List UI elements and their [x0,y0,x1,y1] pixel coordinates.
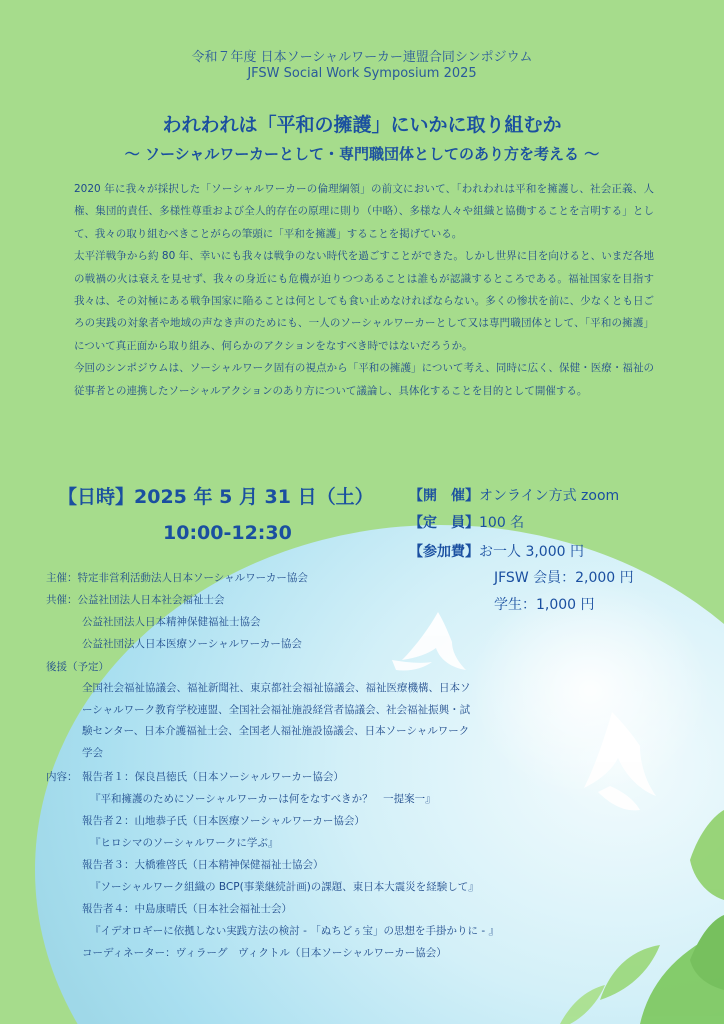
reporter-3: 報告者３：大橋雅啓氏（日本精神保健福祉士協会） [82,859,324,871]
host-org: 主催：特定非営利活動法人日本ソーシャルワーカー協会 [46,572,308,584]
fee-label: 【参加費】 [409,544,479,560]
reporter-4: 報告者４：中島康晴氏（日本社会福祉士会） [82,903,292,915]
event-date: 【日時】2025 年 5 月 31 日（土） [58,486,374,508]
body-paragraph-3: 今回のシンポジウムは、ソーシャルワーク固有の視点から「平和の擁護」について考え、同時に広く、保健・医療・福祉の従事者との連携したソーシャルアクションのあり方について議論し、具体化することを目的として開催する。 [74,362,654,397]
coordinator: コーディネーター：ヴィラーグ ヴィクトル（日本ソーシャルワーカー協会） [82,947,447,959]
support-label: 後援（予定） [46,661,109,673]
cohost-org-3: 公益社団法人日本医療ソーシャルワーカー協会 [82,638,302,650]
theme-4: 『イデオロギーに依拠しない実践方法の検討 - 「ぬちどぅ宝」の思想を手掛かりに - 』 [90,925,500,937]
page-subtitle: 〜 ソーシャルワーカーとして・専門職団体としてのあり方を考える 〜 [124,145,600,163]
fee-member: JFSW 会員：2,000 円 [494,570,634,586]
fee-student: 学生：1,000 円 [494,597,595,613]
capacity-label: 【定 員】 [409,515,479,531]
theme-3: 『ソーシャルワーク組織の BCP(事業継続計画)の課題、東日本大震災を経験して』 [90,881,479,893]
reporter-1: 報告者１：保良昌徳氏（日本ソーシャルワーカー協会） [82,771,344,783]
header-line-1: 令和７年度 日本ソーシャルワーカー連盟合同シンポジウム [191,50,533,65]
cohost-org-1: 共催：公益社団法人日本社会福祉士会 [46,594,225,606]
contents-label: 内容： [46,771,78,783]
capacity-row [409,512,524,532]
theme-1: 『平和擁護のためにソーシャルワーカーは何をなすべきか？ 一提案一』 [90,793,436,805]
fee-row [409,541,584,561]
venue-row [409,485,619,505]
event-time: 10:00-12:30 [163,522,292,544]
body-text [74,178,654,402]
fee-general: お一人 3,000 円 [479,544,584,560]
support-list: 全国社会福祉協議会、福祉新聞社、東京都社会福祉協議会、福祉医療機構、日本ソーシャルワーク教育学校連盟、全国社会福祉施設経営者協議会、社会福祉振興・試験センター、日本介護福祉士会、全国老人福祉施設協議会、日本ソーシャルワーク学会 [82,682,471,759]
body-paragraph-1: 2020 年に我々が採択した「ソーシャルワーカーの倫理綱領」の前文において、「われわれは平和を擁護し、社会正義、人権、集団的責任、多様性尊重および全人的存在の原理に則り（中略）、多様な人々や組織と協働することを言明する」として、我々の取り組むべきことがらの筆頭に「平和を擁護」することを掲げている。 [74,183,654,240]
venue-label: 【開 催】 [409,488,479,504]
page-title: われわれは「平和の擁護」にいかに取り組むか [162,114,562,136]
venue-value: オンライン方式 zoom [479,488,620,504]
reporter-2: 報告者２：山地恭子氏（日本医療ソーシャルワーカー協会） [82,815,365,827]
body-paragraph-2: 太平洋戦争から約 80 年、幸いにも我々は戦争のない時代を過ごすことができた。しかし世界に目を向けると、いまだ各地の戦禍の火は衰えを見せず、我々の身近にも危機が迫りつつあることは誰もが認識するところである。福祉国家を目指す我々は、その対極にある戦争国家に陥ることは何としても食い止めなければならない。多くの惨状を前に、少なくとも日ごろの実践の対象者や地域の声なき声のためにも、一人のソーシャルワーカーとして又は専門職団体として、「平和の擁護」について真正面から取り組み、何らかのアクションをなすべき時ではないだろうか。 [74,250,654,352]
cohost-org-2: 公益社団法人日本精神保健福祉士協会 [82,616,261,628]
header-line-2: JFSW Social Work Symposium 2025 [247,66,477,81]
theme-2: 『ヒロシマのソーシャルワークに学ぶ』 [90,837,279,849]
capacity-value: 100 名 [479,515,525,531]
